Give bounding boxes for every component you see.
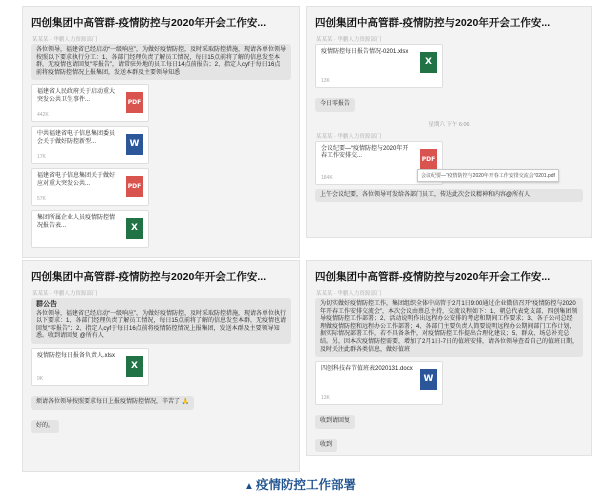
message-bubble[interactable]: 收到 — [315, 439, 337, 453]
file-size: 184K — [321, 174, 333, 181]
sender-name: 某某某 · 华鹏人力资源部门 — [316, 37, 382, 43]
group-notice-label: 群公告 — [36, 301, 57, 308]
message-timestamp: 星期六 下午 6:06 — [428, 121, 470, 128]
pdf-file-icon: PDF — [420, 149, 437, 170]
file-size: 57K — [37, 196, 46, 203]
chat-panel-4 — [306, 260, 592, 456]
file-size: 13K — [321, 395, 330, 402]
file-name: 中共福建省电子信息集团委员会关于做好防控新型... — [37, 131, 116, 145]
group-notice-text: 各位领导，福建省已经启动“一级响应”，为做好疫情防控，及时采取防控措施，现请各单位执行以下要求：1、各部门经理负责了解员工情况，每日15点前将了解的信息发至本群，无疫情也请回复“零报告”；2、指定人cyf于每日16点前将疫情防控情况上报集团，发送本群及主要领导知悉。收到请回复 @所有人 — [36, 310, 287, 340]
sender-name: 某某某 · 华鹏人力资源部门 — [316, 291, 382, 297]
group-notice-bubble[interactable] — [31, 298, 291, 344]
pdf-file-icon: PDF — [126, 176, 143, 197]
sender-name: 某某某 · 华鹏人力资源部门 — [32, 291, 98, 297]
word-file-icon: W — [126, 134, 143, 155]
message-bubble[interactable]: 上午会议纪要，各位领导可发给各部门员工，传达此次会议精神和内容@所有人 — [315, 189, 583, 203]
sender-name: 某某某 · 华鹏人力资源部门 — [32, 37, 98, 43]
file-attachment[interactable] — [31, 210, 149, 248]
message-bubble[interactable]: 为切实做好疫情防控工作，集团组织全体中高管于2月1日9:00通过企业微信召开“疫情防控与2020年开春工作安排交流会”，本次会议由蔡总主持，交流议程如下：1、朝总代表党支部、四创集团领导疫情防控工作部署；2、活动说明作出远程办公安排的考虑和期间工作要求；3、各子公司总经理做疫情防控和远程办公工作部署；4、各部门主要负责人简要说明远程办公期间部门工作计划，据实际情况部署工作，若不具备条件，对疫情防控工作提出合理化建议；5、群众、场总补充总结。另，因本次疫情防控需要，增加了2月1日-7日的值班安排，请各位领导查看自己的值班日期，及时关注此群各类信息，做好值班 — [315, 298, 583, 357]
file-attachment[interactable] — [31, 84, 149, 122]
file-name: 四创科技春节值班表2020131.docx — [321, 366, 413, 373]
file-name: 福建省电子信息集团关于做好应对重大突发公共... — [37, 173, 116, 187]
message-bubble[interactable]: 好的。 — [31, 420, 59, 434]
file-name: 福建省人民政府关于启动重大突发公共卫生事件... — [37, 89, 116, 103]
excel-file-icon: X — [420, 52, 437, 73]
file-name: 会议纪要—“疫情防控与2020年开春工作安排交... — [321, 145, 409, 160]
message-bubble[interactable]: 烦请各位领导按照要求每日上报疫情防控情况，辛苦了 🙏 — [31, 396, 194, 410]
file-size: 13K — [321, 78, 330, 84]
file-name: 集团所属企业人员疫情防控情况报告表... — [37, 215, 116, 229]
pdf-file-icon: PDF — [126, 92, 143, 113]
file-name: 疫情防控每日报告情况-0201.xlsx — [321, 49, 409, 55]
chat-title: 四创集团中高管群-疫情防控与2020年开会工作安... — [315, 271, 551, 283]
file-attachment[interactable] — [31, 126, 149, 164]
triangle-up-icon: ▲ — [244, 481, 254, 492]
excel-file-icon: X — [126, 356, 143, 377]
file-attachment[interactable] — [31, 348, 149, 386]
sender-name: 某某某 · 华鹏人力资源部门 — [316, 133, 382, 140]
chat-panel-1 — [22, 6, 300, 258]
excel-file-icon: X — [126, 218, 143, 239]
figure-caption — [0, 475, 600, 493]
file-size: 9K — [37, 375, 44, 382]
chat-panel-2 — [306, 6, 592, 238]
file-size: 17K — [37, 154, 46, 161]
word-file-icon: W — [420, 369, 437, 390]
message-bubble[interactable]: 收到请回复 — [315, 415, 355, 429]
message-bubble[interactable]: 今日零报告 — [315, 98, 355, 112]
file-size: 442K — [37, 112, 49, 119]
chat-title: 四创集团中高管群-疫情防控与2020年开会工作安... — [31, 271, 267, 283]
chat-title: 四创集团中高管群-疫情防控与2020年开会工作安... — [31, 17, 267, 29]
caption-text: 疫情防控工作部署 — [255, 478, 356, 492]
chat-panel-3 — [22, 260, 300, 472]
file-attachment[interactable] — [315, 44, 443, 88]
file-tooltip: 会议纪要—“疫情防控与2020年开春工作安排交流会”0201.pdf — [417, 169, 559, 182]
file-name: 疫情防控每日报备负责人.xlsx — [37, 352, 116, 359]
file-attachment[interactable] — [315, 361, 443, 405]
file-attachment[interactable] — [31, 168, 149, 206]
chat-title: 四创集团中高管群-疫情防控与2020年开会工作安... — [315, 17, 551, 29]
message-bubble[interactable]: 各位领导，福建省已经启动“一级响应”，为做好疫情防控，及时采取防控措施，现请各单位领导按照以下要求执行分工：1、各部门经理负责了解员工情况，每日15点前将了解的信息发至本群，无疫情也请回复“零报告”，请常驻外地的员工每日14点前报告；2、指定人cyf于每日16点前将疫情防控情况上报集团，发送本群及主要领导知悉 — [31, 44, 291, 80]
